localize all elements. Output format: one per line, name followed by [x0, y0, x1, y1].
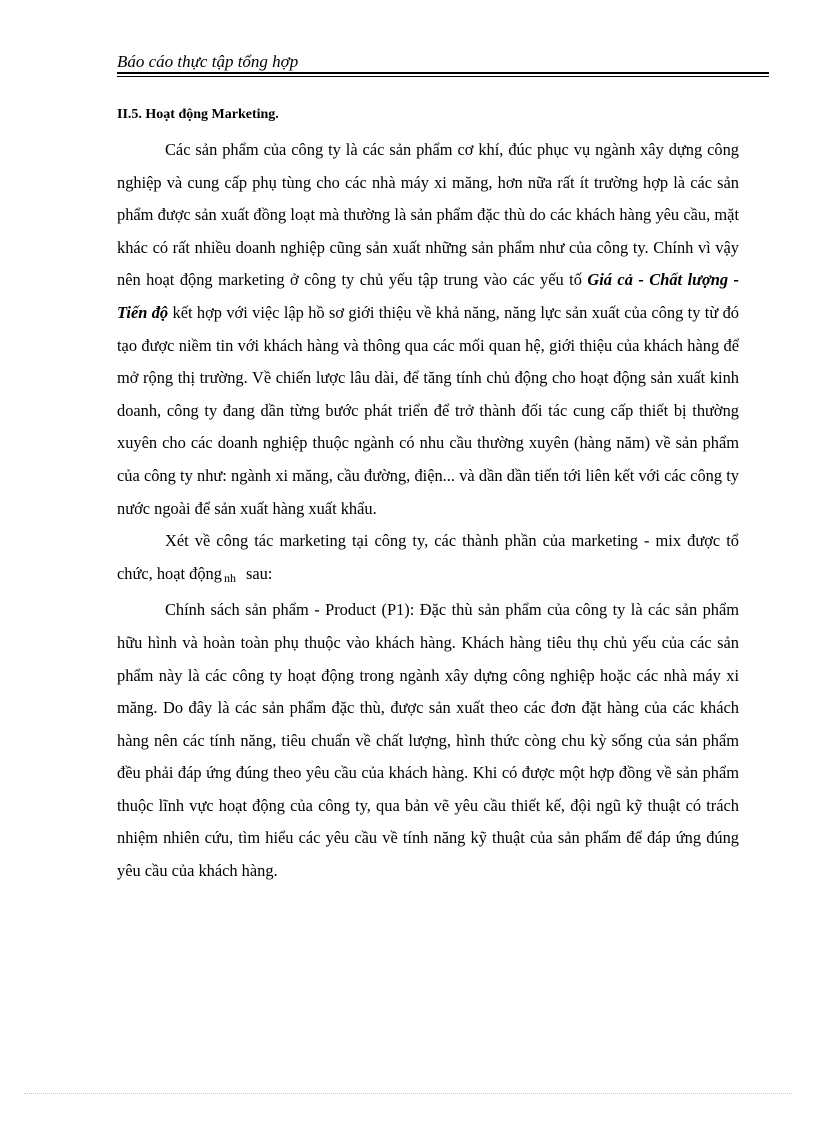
paragraph-text: kết hợp với việc lập hồ sơ giới thiệu về khả năng, năng lực sản xuất của công ty từ đó tạo được niềm tin với khách hàng và thông qua các mối quan hệ, giới thiệu của khách hàng để mở rộng thị trường. Về chiến lược lâu dài, để tăng tính chủ động cho hoạt động sản xuất kinh doanh, công ty đang dần từng bước phát triển để trở thành đối tác cung cấp thiết bị thường xuyên cho các doanh nghiệp thuộc ngành có nhu cầu thường xuyên (hàng năm) về sản phẩm của công ty như: ngành xi măng, cầu đường, điện... và dần dần tiến tới liên kết với các công ty nước ngoài để sản xuất hàng xuất khẩu.	[117, 302, 739, 518]
page-header	[117, 52, 769, 74]
paragraph-marketing-mix	[117, 525, 739, 594]
header-rule	[117, 72, 769, 74]
emphasis-text: Giá cả - Chất lượng - Tiến độ	[117, 270, 739, 322]
body-text	[117, 134, 739, 888]
paragraph-text: sau:	[245, 563, 273, 583]
paragraph-product-policy: Chính sách sản phẩm - Product (P1): Đặc thù sản phẩm của công ty là các sản phẩm hữu hình và hoàn toàn phụ thuộc vào khách hàng. Khách hàng tiêu thụ chủ yếu của các sản phẩm này là các công ty hoạt động trong ngành xây dựng công nghiệp hoặc các nhà máy xi măng. Do đây là các sản phẩm đặc thù, được sản xuất theo các đơn đặt hàng của các khách hàng nên các tính năng, tiêu chuẩn về chất lượng, hình thức còng chu kỳ sống của sản phẩm đều phải đáp ứng đúng theo yêu cầu của khách hàng. Khi có được một hợp đồng về sản phẩm thuộc lĩnh vực hoạt động của công ty, qua bản vẽ yêu cầu thiết kế, đội ngũ kỹ thuật có trách nhiệm nhiên cứu, tìm hiểu các yêu cầu về tính năng kỹ thuật của sản phẩm để đáp ứng đúng yêu cầu của khách hàng.	[117, 600, 739, 881]
paragraph-marketing-overview	[117, 134, 739, 525]
header-rule-thin	[117, 76, 769, 77]
footer-divider	[24, 1093, 792, 1094]
section-heading: II.5. Hoạt động Marketing.	[117, 107, 279, 122]
subscript-text: nh	[223, 570, 236, 585]
header-title: Báo cáo thực tập tổng hợp	[117, 52, 299, 71]
paragraph-text: Xét về công tác marketing tại công ty, các thành phần của marketing - mix được tổ chức, hoạt động	[117, 531, 739, 583]
paragraph-text: Các sản phẩm của công ty là các sản phẩm cơ khí, đúc phục vụ ngành xây dựng công nghiệp và cung cấp phụ tùng cho các nhà máy xi măng, hơn nữa rất ít trường hợp là các sản phẩm được sản xuất đồng loạt mà thường là sản phẩm đặc thù do các khách hàng yêu cầu, mặt khác có rất nhiều doanh nghiệp cũng sản xuất những sản phẩm như của công ty. Chính vì vậy nên hoạt động marketing ở công ty chủ yếu tập trung vào các yếu tố	[117, 140, 739, 290]
